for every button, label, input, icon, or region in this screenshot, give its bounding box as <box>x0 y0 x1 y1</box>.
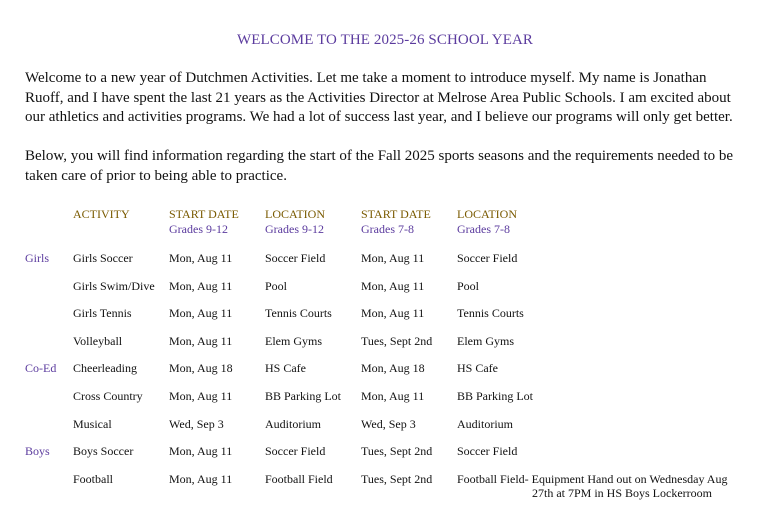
row-location-ms-note <box>457 472 747 501</box>
row-location-hs: Football Field <box>265 471 333 486</box>
row-group: Co-Ed <box>25 361 57 376</box>
row-start-hs: Mon, Aug 11 <box>169 306 233 321</box>
row-activity: Cheerleading <box>73 361 137 376</box>
row-activity: Boys Soccer <box>73 444 134 459</box>
row-activity: Cross Country <box>73 388 143 403</box>
row-start-ms: Mon, Aug 11 <box>361 388 425 403</box>
row-group: Boys <box>25 444 50 459</box>
header-start-date-ms <box>361 207 431 237</box>
row-start-hs: Mon, Aug 11 <box>169 251 233 265</box>
row-location-hs: Soccer Field <box>265 444 326 459</box>
row-location-hs: Auditorium <box>265 416 321 431</box>
row-start-ms: Tues, Sept 2nd <box>361 333 433 348</box>
row-start-hs: Mon, Aug 11 <box>169 333 233 348</box>
row-location-hs: Soccer Field <box>265 251 326 265</box>
header-location-hs-label: LOCATION <box>265 207 325 221</box>
header-start-date-hs-sub: Grades 9-12 <box>169 222 228 236</box>
row-location-hs: Tennis Courts <box>265 306 332 321</box>
header-start-date-ms-sub: Grades 7-8 <box>361 222 414 236</box>
row-start-ms: Mon, Aug 11 <box>361 251 425 265</box>
header-start-date-hs <box>169 207 239 237</box>
table-row <box>25 251 755 279</box>
row-activity: Girls Soccer <box>73 251 133 265</box>
header-location-hs <box>265 207 325 237</box>
table-row <box>25 389 755 417</box>
row-location-hs: Elem Gyms <box>265 333 322 348</box>
row-start-ms: Mon, Aug 18 <box>361 361 425 376</box>
row-start-ms: Tues, Sept 2nd <box>361 444 433 459</box>
row-start-hs: Wed, Sep 3 <box>169 416 224 431</box>
row-activity: Musical <box>73 416 112 431</box>
table-row <box>25 306 755 334</box>
header-location-hs-sub: Grades 9-12 <box>265 222 324 236</box>
table-row <box>25 334 755 362</box>
table-row <box>25 417 755 445</box>
row-activity: Volleyball <box>73 333 123 348</box>
row-start-hs: Mon, Aug 18 <box>169 361 233 376</box>
row-location-ms: Elem Gyms <box>457 333 514 348</box>
header-location-ms-sub: Grades 7-8 <box>457 222 510 236</box>
table-row-football <box>25 472 755 500</box>
row-activity: Girls Swim/Dive <box>73 278 155 293</box>
header-start-date-ms-label: START DATE <box>361 207 431 221</box>
row-start-ms: Tues, Sept 2nd <box>361 471 433 486</box>
row-start-hs: Mon, Aug 11 <box>169 471 233 486</box>
row-start-ms: Mon, Aug 11 <box>361 278 425 293</box>
table-header-row <box>25 207 755 251</box>
table-body <box>25 251 755 472</box>
row-location-hs: Pool <box>265 278 288 293</box>
header-location-ms <box>457 207 517 237</box>
row-location-ms: Tennis Courts <box>457 306 524 321</box>
note-line-2: 27th at 7PM in HS Boys Lockerroom <box>532 486 712 501</box>
header-location-ms-label: LOCATION <box>457 207 517 221</box>
row-start-ms: Wed, Sep 3 <box>361 416 416 431</box>
intro-paragraph: Welcome to a new year of Dutchmen Activities. Let me take a moment to introduce myself. My name is Jonathan Ruoff, and I have spent the last 21 years as the Activities Director at Melrose Area Public Schools. I am excited about our athletics and activities programs. We had a lot of success last year, and I believe our programs will only get better. <box>25 70 733 125</box>
table-row <box>25 361 755 389</box>
table-row <box>25 444 755 472</box>
row-start-ms: Mon, Aug 11 <box>361 306 425 321</box>
row-activity: Girls Tennis <box>73 306 132 321</box>
header-activity <box>73 207 130 222</box>
row-location-ms: BB Parking Lot <box>457 388 534 403</box>
row-location-ms: Auditorium <box>457 416 513 431</box>
row-location-ms: HS Cafe <box>457 361 498 376</box>
header-start-date-hs-label: START DATE <box>169 207 239 221</box>
row-location-ms: Soccer Field <box>457 251 518 265</box>
table-row <box>25 279 755 307</box>
row-start-hs: Mon, Aug 11 <box>169 444 233 459</box>
row-location-hs: HS Cafe <box>265 361 306 376</box>
schedule-table <box>25 207 755 499</box>
row-start-hs: Mon, Aug 11 <box>169 388 233 403</box>
page-title: WELCOME TO THE 2025-26 SCHOOL YEAR <box>236 32 534 48</box>
row-start-hs: Mon, Aug 11 <box>169 278 233 293</box>
row-location-ms: Pool <box>457 278 480 293</box>
header-activity-label: ACTIVITY <box>73 207 130 221</box>
info-paragraph: Below, you will find information regarding the start of the Fall 2025 sports seasons and the requirements needed to be taken care of prior to being able to practice. <box>25 148 734 184</box>
row-group: Girls <box>25 251 49 265</box>
note-line-1: Football Field- Equipment Hand out on Wednesday Aug <box>457 471 728 486</box>
row-location-hs: BB Parking Lot <box>265 388 342 403</box>
row-location-ms: Soccer Field <box>457 444 518 459</box>
row-activity: Football <box>73 471 114 486</box>
